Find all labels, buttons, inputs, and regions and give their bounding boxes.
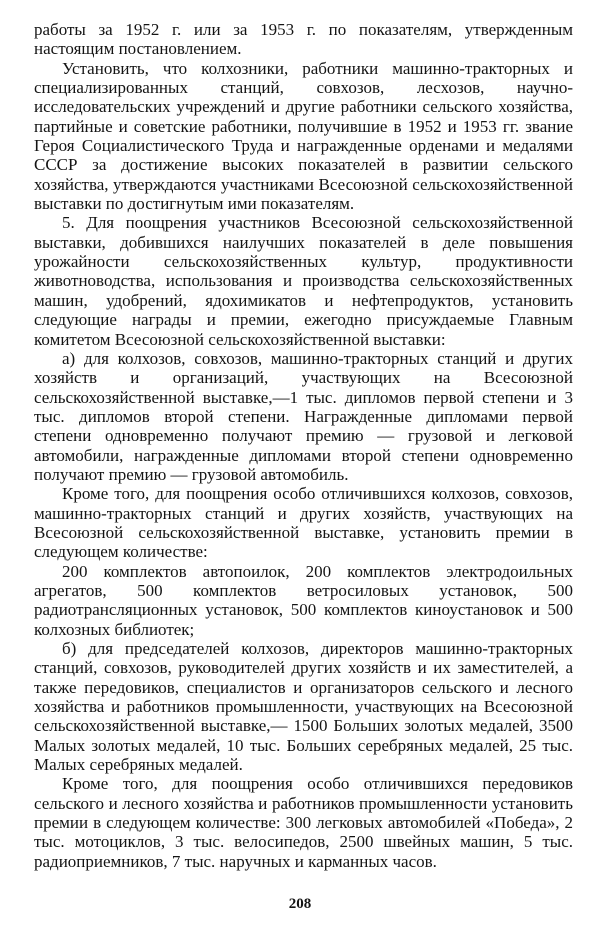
paragraph-section-5: 5. Для поощрения участников Всесоюзной сельскохозяйственной выставки, добившихся наилучших показателей в деле повышения урожайности сельскохозяйственных культур, продуктивности животноводства, использования и производства сельскохозяйственных машин, удобрений, ядохимикатов и нефтепродуктов, установить следующие награды и премии, ежегодно присуждаемые Главным комитетом Всесоюзной сельскохозяйственной выставки: xyxy=(34,213,573,349)
paragraph-heroes-participants: Установить, что колхозники, работники машинно-тракторных и специализированных станций, совхозов, лесхозов, научно-исследовательских учреждений и другие работники сельского хозяйства, партийные и советские работники, получившие в 1952 и 1953 гг. звание Героя Социалистического Труда и награжденные орденами и медалями СССР за достижение высоких показателей в развитии сельского хозяйства, утверждаются участниками Всесоюзной сельскохозяйственной выставки по достигнутым ими показателям. xyxy=(34,58,573,214)
paragraph-item-b: б) для председателей колхозов, директоров машинно-тракторных станций, совхозов, руководителей других хозяйств и их заместителей, а также передовиков, специалистов и организаторов сельского и лесного хозяйства и работников промышленности, участвующих на Всесоюзной сельскохозяйственной выставке,— 1500 Больших золотых медалей, 3500 Малых золотых медалей, 10 тыс. Больших серебряных медалей, 25 тыс. Малых серебряных медалей. xyxy=(34,639,573,775)
document-page xyxy=(34,20,573,871)
paragraph-farm-prizes-list: 200 комплектов автопоилок, 200 комплектов электродоильных агрегатов, 500 комплектов ветросиловых установок, 500 радиотрансляционных установок, 500 комплектов киноустановок и 500 колхозных библиотек; xyxy=(34,561,573,639)
page-number: 208 xyxy=(288,896,312,912)
paragraph-individual-prizes: Кроме того, для поощрения особо отличившихся передовиков сельского и лесного хозяйства и работников промышленности установить премии в следующем количестве: 300 легковых автомобилей «Победа», 2 тыс. мотоциклов, 3 тыс. велосипедов, 2500 швейных машин, 5 тыс. радиоприемников, 7 тыс. наручных и карманных часов. xyxy=(34,774,573,871)
paragraph-item-a: а) для колхозов, совхозов, машинно-тракторных станций и других хозяйств и организаций, участвующих на Всесоюзной сельскохозяйственной выставке,—1 тыс. дипломов первой степени и 3 тыс. дипломов второй степени. Награжденные дипломами первой степени одновременно получают премию — грузовой и легковой автомобили, награжденные дипломами второй степени одновременно получают премию — грузовой автомобиль. xyxy=(34,348,573,484)
paragraph-continuation: работы за 1952 г. или за 1953 г. по показателям, утвержденным настоящим постановлением. xyxy=(34,20,573,59)
paragraph-farm-prizes-intro: Кроме того, для поощрения особо отличившихся колхозов, совхозов, машинно-тракторных станций и других хозяйств, участвующих на Всесоюзной сельскохозяйственной выставке, установить премии в следующем количестве: xyxy=(34,484,573,562)
